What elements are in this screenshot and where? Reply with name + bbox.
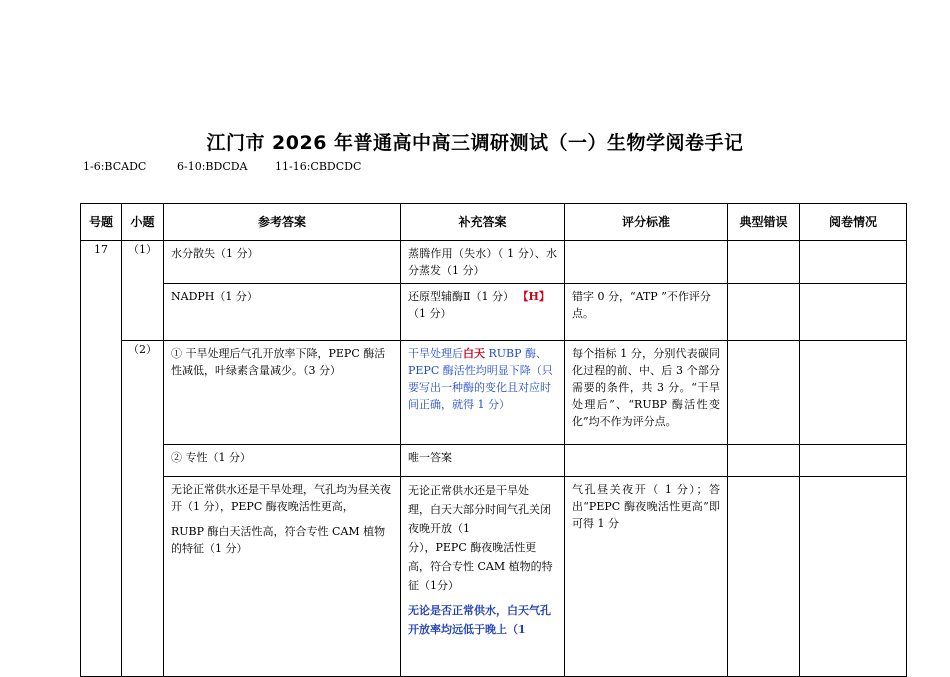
sub-question-1: （1） (122, 241, 164, 341)
supplement-text: 理，白天大部分时间气孔关闭夜晚开放（1 (408, 503, 551, 535)
reference-text: RUBP 酶白天活性高，符合专性 CAM 植物的特征（1 分） (171, 525, 386, 555)
supplement-highlight: 【H】 (517, 290, 550, 303)
errors-cell (728, 445, 800, 477)
header-question: 号题 (81, 204, 122, 241)
status-cell (800, 445, 907, 477)
reference-answer: ① 干旱处理后气孔开放率下降，PEPC 酶活性减低，叶绿素含量减少。（3 分） (171, 347, 386, 377)
reference-answer: 水分散失（1 分） (171, 247, 259, 260)
status-cell (800, 477, 907, 677)
header-errors: 典型错误 (728, 204, 800, 241)
status-cell (800, 341, 907, 445)
answer-group-1: 1-6:BCADC (83, 160, 147, 173)
supplement-answer: 唯一答案 (408, 451, 452, 464)
page-title: 江门市 2026 年普通高中高三调研测试（一）生物学阅卷手记 (206, 132, 744, 154)
errors-cell (728, 284, 800, 341)
criteria-text: 每个指标 1 分，分别代表碳同化过程的前、中、后 3 个部分需要的条件，共 3 分。“干旱处理后”、“RUBP 酶活性变化”均不作为评分点。 (572, 347, 720, 428)
criteria-cell (565, 445, 728, 477)
errors-cell (728, 341, 800, 445)
table-row (81, 445, 907, 477)
header-reference: 参考答案 (164, 204, 401, 241)
header-status: 阅卷情况 (800, 204, 907, 241)
table-row (81, 241, 907, 284)
grading-table (80, 203, 907, 677)
criteria-text: 错字 0 分，“ATP ”不作评分点。 (572, 290, 711, 320)
supplement-answer (401, 477, 564, 643)
table-header-row (81, 204, 907, 241)
reference-answer: NADPH（1 分） (171, 290, 258, 303)
answer-group-2: 6-10:BDCDA (177, 160, 248, 173)
supplement-text: （1 分） (408, 307, 452, 320)
choice-answers (83, 160, 361, 173)
supplement-highlight: 无论是否正常供水，白天气孔开放率均远低于晚上（1 (408, 604, 551, 636)
sub-question-2: （2） (122, 341, 164, 677)
header-sub: 小题 (122, 204, 164, 241)
supplement-text: 无论正常供水还是干旱处 (408, 484, 529, 497)
supplement-highlight: 白天 (463, 347, 485, 360)
table-row (81, 284, 907, 341)
supplement-answer (401, 284, 564, 326)
errors-cell (728, 477, 800, 677)
status-cell (800, 284, 907, 341)
supplement-text: 分），PEPC 酶夜晚活性更高，符合专性 CAM 植物的特征（1分） (408, 541, 553, 592)
question-number: 17 (81, 241, 122, 677)
supplement-answer (401, 341, 564, 417)
supplement-answer: 蒸腾作用（失水）（ 1 分）、水分蒸发（1 分） (408, 247, 557, 277)
errors-cell (728, 241, 800, 284)
reference-text: 无论正常供水还是干旱处理，气孔均为昼关夜开（1 分），PEPC 酶夜晚活性更高， (171, 483, 391, 513)
criteria-cell (565, 241, 728, 284)
answer-group-3: 11-16:CBDCDC (275, 160, 362, 173)
supplement-text: RUBP 酶、PEPC 酶活性均明显下降（只要写出一种酶的变化且对应时间正确，就得 1 分） (408, 347, 553, 411)
header-criteria: 评分标准 (565, 204, 728, 241)
reference-answer (164, 477, 400, 561)
table-row (81, 477, 907, 677)
reference-answer: ② 专性（1 分） (171, 451, 251, 464)
supplement-text: 干旱处理后 (408, 347, 463, 360)
status-cell (800, 241, 907, 284)
criteria-text: 气孔昼关夜开（ 1 分）；答出“PEPC 酶夜晚活性更高”即可得 1 分 (572, 483, 720, 530)
table-row (81, 341, 907, 445)
header-supplement: 补充答案 (401, 204, 565, 241)
supplement-text: 还原型辅酶Ⅱ（1 分） (408, 290, 514, 303)
